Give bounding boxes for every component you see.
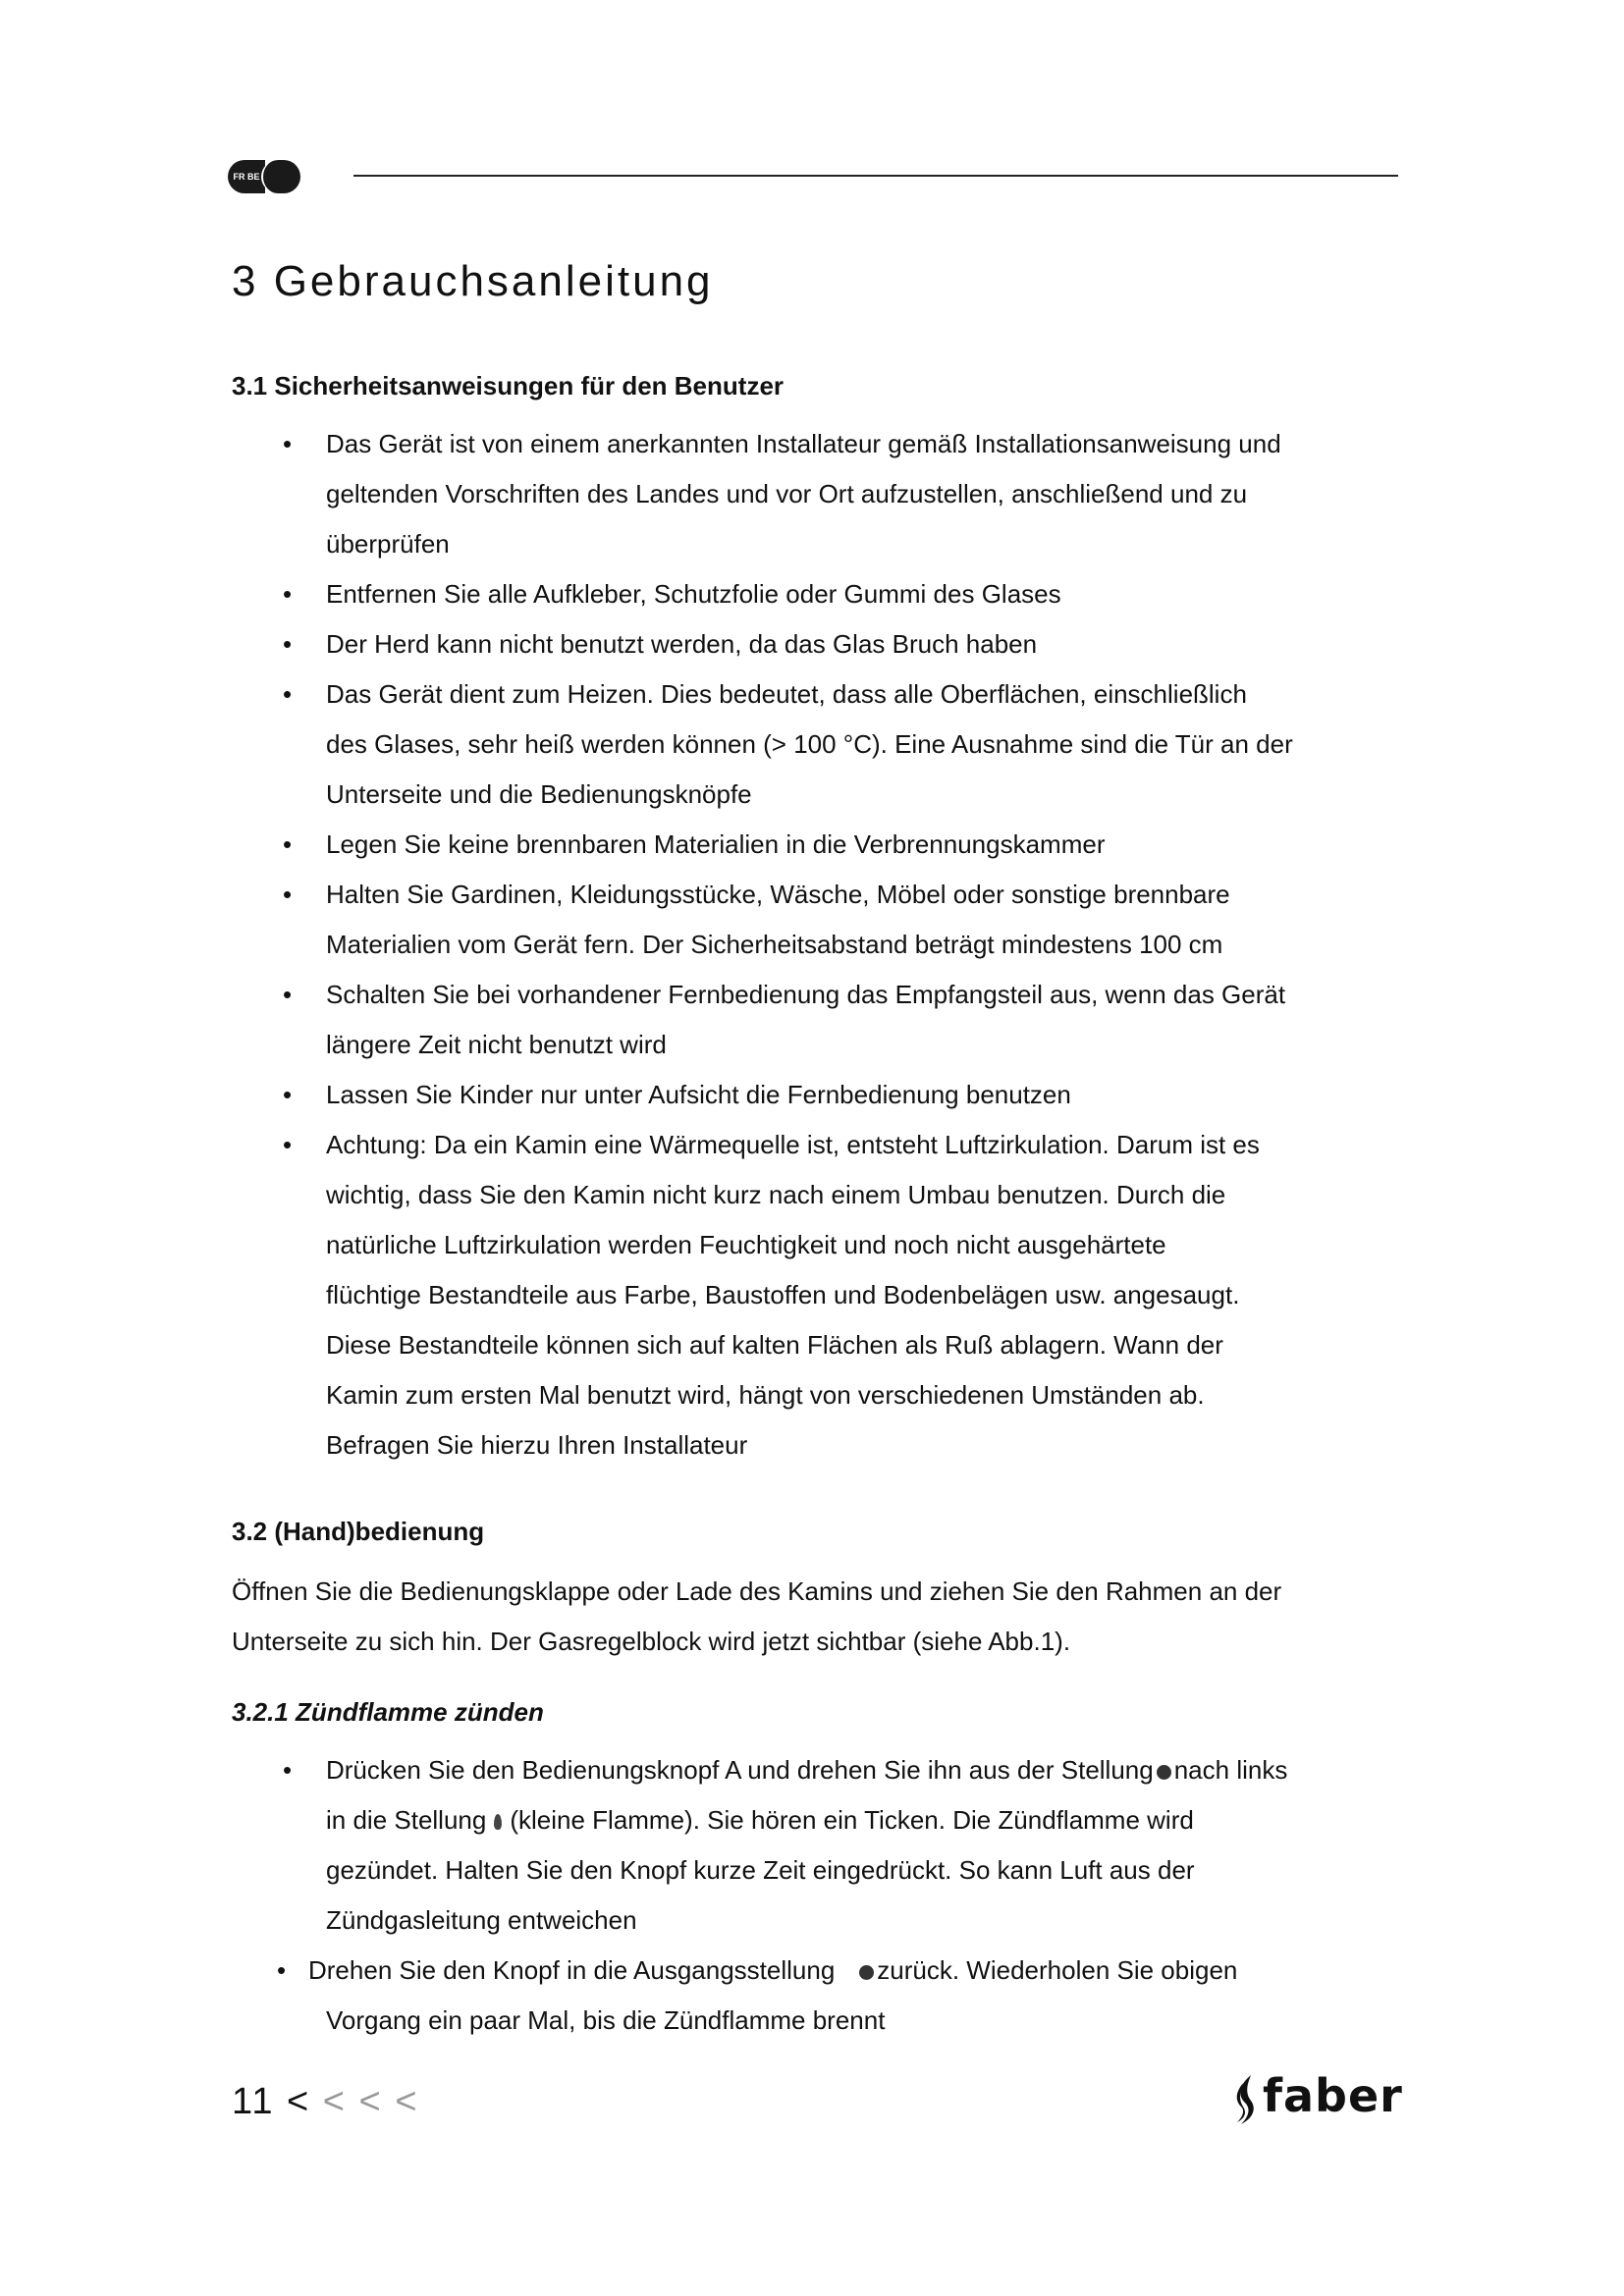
list-item-line: Kamin zum ersten Mal benutzt wird, hängt von verschiedenen Umständen ab.: [326, 1380, 1205, 1410]
paragraph-line: Unterseite zu sich hin. Der Gasregelblock wird jetzt sichtbar (siehe Abb.1).: [232, 1627, 1071, 1656]
list-item-line: wichtig, dass Sie den Kamin nicht kurz nach einem Umbau benutzen. Durch die: [326, 1180, 1226, 1209]
list-item-line: Das Gerät dient zum Heizen. Dies bedeutet, dass alle Oberflächen, einschließlich: [326, 679, 1247, 709]
list-item-line: Materialien vom Gerät fern. Der Sicherheitsabstand beträgt mindestens 100 cm: [326, 930, 1223, 959]
list-item-line: Achtung: Da ein Kamin eine Wärmequelle ist, entsteht Luftzirkulation. Darum ist es: [326, 1130, 1260, 1159]
list-item-line: Das Gerät ist von einem anerkannten Installateur gemäß Installationsanweisung und: [326, 429, 1281, 458]
language-badge-blank: [261, 160, 300, 193]
language-badge: [228, 160, 292, 193]
bullet-icon: •: [283, 629, 293, 659]
list-item-line: [308, 1946, 1410, 1996]
bullet-icon: •: [283, 679, 293, 709]
list-item: [232, 820, 1410, 870]
chevron-icon: <: [358, 2081, 383, 2122]
chevron-icon: <: [322, 2081, 347, 2122]
list-item: [232, 1120, 1410, 1470]
list-item-line: flüchtige Bestandteile aus Farbe, Baustoffen und Bodenbelägen usw. angesaugt.: [326, 1280, 1240, 1309]
list-item-line: Legen Sie keine brennbaren Materialien in die Verbrennungskammer: [326, 829, 1106, 859]
list-item-line: Diese Bestandteile können sich auf kalten Flächen als Ruß ablagern. Wann der: [326, 1330, 1223, 1360]
bullet-icon: •: [283, 880, 293, 909]
section-heading-3-1: 3.1 Sicherheitsanweisungen für den Benutzer: [232, 371, 785, 400]
bullet-icon: •: [283, 429, 293, 458]
list-item-line: Halten Sie Gardinen, Kleidungsstücke, Wäsche, Möbel oder sonstige brennbare: [326, 880, 1230, 909]
list-item-line: natürliche Luftzirkulation werden Feuchtigkeit und noch nicht ausgehärtete: [326, 1230, 1166, 1259]
list-item-line: längere Zeit nicht benutzt wird: [326, 1030, 667, 1059]
list-item-text: zurück. Wiederholen Sie obigen: [877, 1955, 1238, 1985]
bullet-icon: •: [283, 579, 293, 609]
list-item: [232, 419, 1410, 569]
list-item-line: überprüfen: [326, 529, 450, 559]
off-position-dot-icon: [1157, 1765, 1171, 1780]
list-item-line: Unterseite und die Bedienungsknöpfe: [326, 779, 752, 809]
list-item-line: Vorgang ein paar Mal, bis die Zündflamme brennt: [326, 2005, 886, 2035]
list-item-line: Zündgasleitung entweichen: [326, 1905, 637, 1935]
small-flame-icon: [494, 1814, 502, 1830]
header-rule: [353, 175, 1398, 177]
list-item: [232, 1946, 1410, 2046]
list-item-text: Drücken Sie den Bedienungsknopf A und drehen Sie ihn aus der Stellung: [326, 1755, 1154, 1785]
list-item-line: [326, 1795, 1410, 1845]
list-item-text: Drehen Sie den Knopf in die Ausgangsstellung: [308, 1955, 836, 1985]
language-badge-label: FR BE: [228, 160, 265, 193]
list-item: [232, 669, 1410, 820]
bullet-icon: •: [283, 829, 293, 859]
list-item-line: Der Herd kann nicht benutzt werden, da das Glas Bruch haben: [326, 629, 1038, 659]
bullet-icon: •: [277, 1955, 287, 1985]
page-header: [228, 157, 1398, 196]
faber-flame-logo-icon: [1231, 2073, 1261, 2128]
subsection-heading-3-2-1: 3.2.1 Zündflamme zünden: [232, 1697, 544, 1727]
list-item-text: (kleine Flamme). Sie hören ein Ticken. Die Zündflamme wird: [510, 1805, 1194, 1835]
chevron-icon: <: [395, 2081, 419, 2122]
list-item-line: [326, 1745, 1410, 1795]
page-number-footer: [232, 2081, 419, 2123]
list-item: [232, 1070, 1410, 1120]
list-item-line: Schalten Sie bei vorhandener Fernbedienung das Empfangsteil aus, wenn das Gerät: [326, 980, 1286, 1009]
paragraph-line: Öffnen Sie die Bedienungsklappe oder Lade des Kamins und ziehen Sie den Rahmen an der: [232, 1576, 1282, 1606]
page-number: 11: [232, 2081, 275, 2122]
list-item-text: in die Stellung: [326, 1805, 487, 1835]
list-item-line: Befragen Sie hierzu Ihren Installateur: [326, 1430, 748, 1460]
section-heading-3-2: 3.2 (Hand)bedienung: [232, 1517, 485, 1546]
safety-instructions-list: [232, 419, 1410, 1470]
list-item-text: nach links: [1173, 1755, 1288, 1785]
list-item: [232, 970, 1410, 1070]
list-item-line: Lassen Sie Kinder nur unter Aufsicht die Fernbedienung benutzen: [326, 1080, 1071, 1109]
chevron-icon: <: [287, 2081, 311, 2122]
list-item-line: geltenden Vorschriften des Landes und vor Ort aufzustellen, anschließend und zu: [326, 479, 1248, 508]
list-item: [232, 870, 1410, 970]
list-item: [232, 619, 1410, 669]
chapter-title: 3 Gebrauchsanleitung: [232, 257, 714, 305]
off-position-dot-icon: [859, 1965, 874, 1980]
bullet-icon: •: [283, 980, 293, 1009]
list-item-line: des Glases, sehr heiß werden können (> 100 °C). Eine Ausnahme sind die Tür an der: [326, 729, 1293, 759]
bullet-icon: •: [283, 1755, 293, 1785]
section-3-2-paragraph: [232, 1567, 1410, 1667]
bullet-icon: •: [283, 1130, 293, 1159]
list-item-line: Entfernen Sie alle Aufkleber, Schutzfolie oder Gummi des Glases: [326, 579, 1061, 609]
list-item: [232, 569, 1410, 619]
faber-logo: [1231, 2069, 1418, 2132]
list-item: [232, 1745, 1410, 1946]
list-item-line: gezündet. Halten Sie den Knopf kurze Zeit eingedrückt. So kann Luft aus der: [326, 1855, 1195, 1885]
logo-text: faber: [1263, 2069, 1403, 2122]
bullet-icon: •: [283, 1080, 293, 1109]
pilot-ignition-steps-list: [232, 1745, 1410, 2046]
